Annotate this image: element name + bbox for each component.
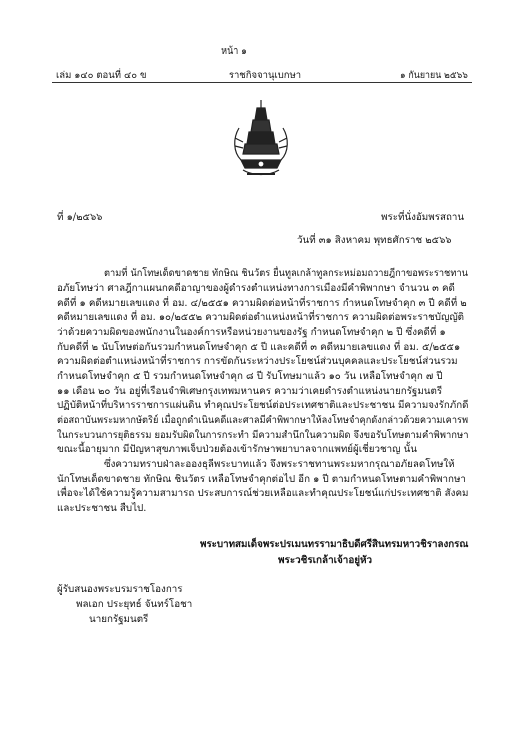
header-rule (52, 82, 472, 83)
gazette-name: ราชกิจจานุเบกษา (228, 70, 302, 81)
body-line: ว่าด้วยความผิดของพนักงานในองค์การหรือหน่วยงานของรัฐ กำหนดโทษจำคุก ๒ ปี ซึ่งคดีที่ ๑ (57, 327, 446, 338)
countersign-name: พลเอก ประยุทธ์ จันทร์โอชา (76, 599, 193, 610)
page-number: หน้า ๑ (221, 46, 247, 57)
body-line: อภัยโทษว่า ศาลฎีกาแผนกคดีอาญาของผู้ดำรงตำแหน่งทางการเมืองมีคำพิพากษา จำนวน ๓ คดี (57, 283, 455, 294)
gazette-date: ๑ กันยายน ๒๕๖๖ (400, 70, 468, 81)
body-line: ปฏิบัติหน้าที่บริหารราชการแผ่นดิน ทำคุณประโยชน์ต่อประเทศชาติและประชาชน มีความจงรักภักดี (57, 400, 469, 411)
royal-signature-line-2: พระวชิรเกล้าเจ้าอยู่หัว (278, 555, 373, 566)
countersign-title: ผู้รับสนองพระบรมราชโองการ (57, 584, 183, 595)
body-line: ซึ่งความทราบฝ่าละอองธุลีพระบาทแล้ว จึงพระราชทานพระมหากรุณาอภัยลดโทษให้ (104, 459, 455, 470)
body-line: กำหนดโทษจำคุก ๕ ปี รวมกำหนดโทษจำคุก ๘ ปี รับโทษมาแล้ว ๑๐ วัน เหลือโทษจำคุก ๗ ปี (57, 371, 443, 382)
body-line: ความผิดต่อตำแหน่งหน้าที่ราชการ การขัดกันระหว่างประโยชน์ส่วนบุคคลและประโยชน์ส่วนรวม (57, 356, 458, 367)
decree-place: พระที่นั่งอัมพรสถาน (381, 212, 465, 223)
body-line: ขณะนี้อายุมาก มีปัญหาสุขภาพเจ็บป่วยต้องเข้ารักษาพยาบาลจากแพทย์ผู้เชี่ยวชาญ นั้น (57, 444, 418, 455)
volume-number: เล่ม ๑๔๐ ตอนที่ ๔๐ ข (56, 70, 147, 81)
body-line: และประชาชน สืบไป. (57, 503, 147, 514)
countersign-position: นายกรัฐมนตรี (89, 614, 149, 625)
body-line: ตามที่ นักโทษเด็ดขาดชาย ทักษิณ ชินวัตร ยื่นทูลเกล้าทูลกระหม่อมถวายฎีกาขอพระราชทาน (104, 268, 468, 279)
decree-date: วันที่ ๓๑ สิงหาคม พุทธศักราช ๒๕๖๖ (297, 235, 452, 246)
body-line: กับคดีที่ ๒ นับโทษต่อกันรวมกำหนดโทษจำคุก ๕ ปี และคดีที่ ๓ คดีหมายเลขแดง ที่ อม. ๕/๒๕๕๑ (57, 342, 461, 353)
body-line: เพื่อจะได้ใช้ความรู้ความสามารถ ประสบการณ์ช่วยเหลือและทำคุณประโยชน์แก่ประเทศชาติ สังคม (57, 488, 469, 499)
royal-signature-line-1: พระบาทสมเด็จพระปรเมนทรรามาธิบดีศรีสินทรมหาวชิราลงกรณ (200, 539, 469, 550)
decree-number: ที่ ๑/๒๕๖๖ (57, 212, 103, 223)
body-line: ในกระบวนการยุติธรรม ยอมรับผิดในการกระทำ มีความสำนึกในความผิด จึงขอรับโทษตามคำพิพากษา (57, 430, 469, 441)
body-line: นักโทษเด็ดขาดชาย ทักษิณ ชินวัตร เหลือโทษจำคุกต่อไป อีก ๑ ปี ตามกำหนดโทษตามคำพิพากษา (57, 474, 466, 485)
body-line: คดีที่ ๑ คดีหมายเลขแดง ที่ อม. ๔/๒๕๕๑ ความผิดต่อหน้าที่ราชการ กำหนดโทษจำคุก ๓ ปี คดีที่ ๒ (57, 298, 467, 309)
body-line: ต่อสถาบันพระมหากษัตริย์ เมื่อถูกดำเนินคดีและศาลมีคำพิพากษาให้ลงโทษจำคุกดังกล่าวด้วยความเคารพ (57, 415, 469, 426)
body-line: ๑๑ เดือน ๒๐ วัน อยู่ที่เรือนจำพิเศษกรุงเทพมหานคร ความว่าเคยดำรงตำแหน่งนายกรัฐมนตรี (57, 386, 443, 397)
royal-crown-emblem-icon (231, 98, 291, 184)
body-line: คดีหมายเลขแดง ที่ อม. ๑๐/๒๕๕๒ ความผิดต่อตำแหน่งหน้าที่ราชการ ความผิดต่อพระราชบัญญัติ (57, 312, 465, 323)
